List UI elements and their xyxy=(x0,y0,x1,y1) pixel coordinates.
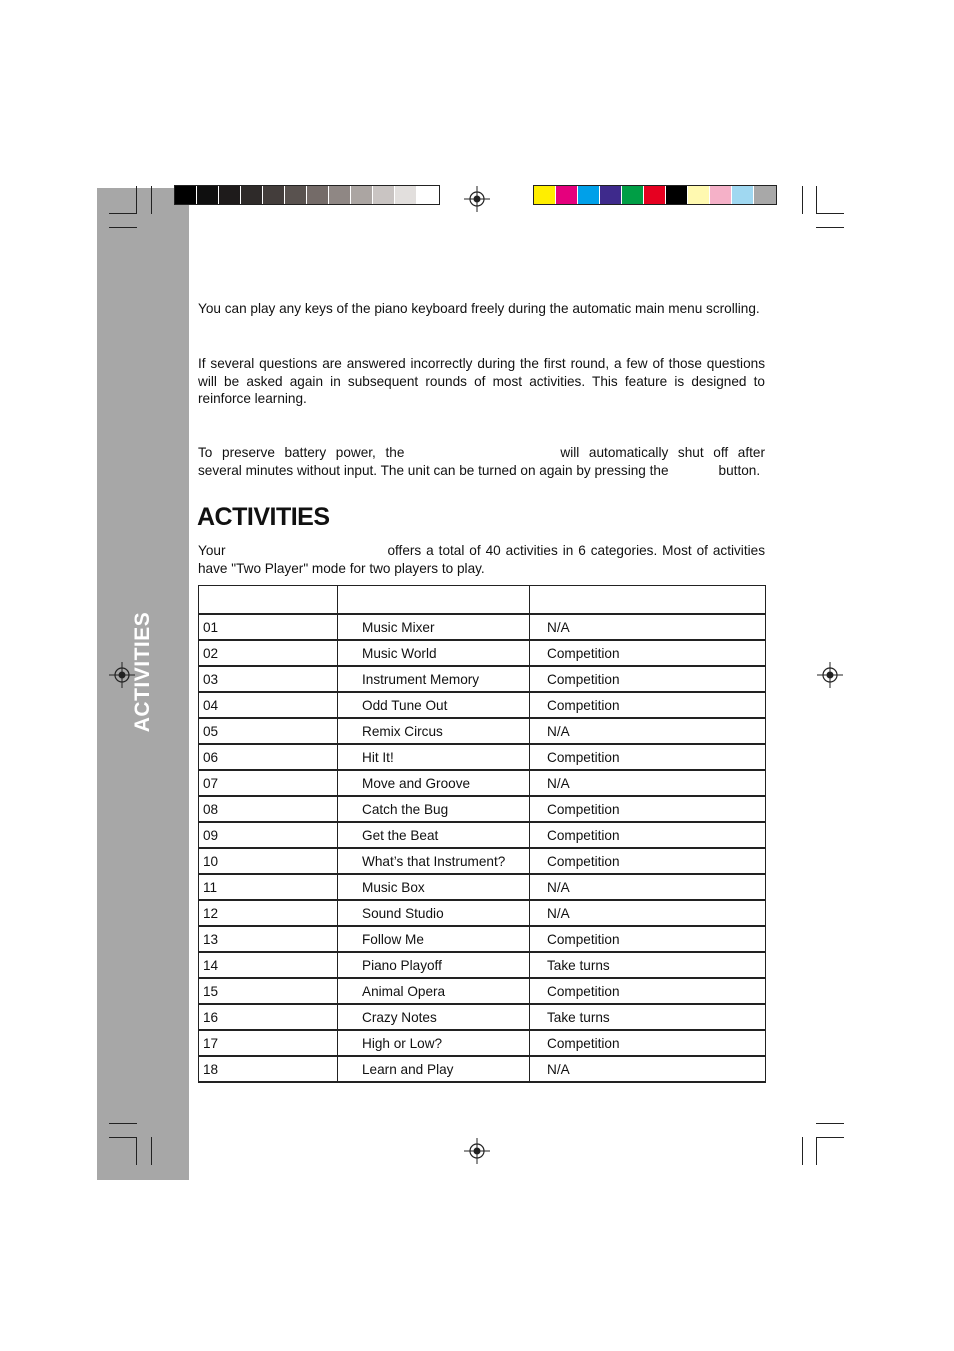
table-row xyxy=(199,1056,766,1082)
color-swatch xyxy=(175,186,197,204)
registration-mark-right xyxy=(817,662,843,688)
activity-mode: N/A xyxy=(530,900,766,926)
registration-mark-left xyxy=(109,662,135,688)
activity-mode: Competition xyxy=(530,926,766,952)
color-swatch xyxy=(688,186,710,204)
table-row xyxy=(199,744,766,770)
activity-mode: N/A xyxy=(530,718,766,744)
table-row xyxy=(199,900,766,926)
table-row xyxy=(199,978,766,1004)
activity-mode: Competition xyxy=(530,796,766,822)
activities-intro: Your offers a total of 40 activities in 6 categories. Most of activities have "Two Player" mode for two players to play. xyxy=(198,543,765,576)
color-swatch xyxy=(666,186,688,204)
table-row xyxy=(199,796,766,822)
activity-mode: Competition xyxy=(530,744,766,770)
activity-mode: Take turns xyxy=(530,1004,766,1030)
activity-name: Get the Beat xyxy=(338,822,530,848)
auto-shutoff-note: To preserve battery power, the will automatically shut off after several minutes without input. The unit can be turned on again by pressing the button. xyxy=(198,445,765,478)
color-bar xyxy=(533,185,777,205)
activity-name: Instrument Memory xyxy=(338,666,530,692)
table-row xyxy=(199,770,766,796)
activity-number: 04 xyxy=(199,692,338,718)
activity-number: 12 xyxy=(199,900,338,926)
activity-mode: N/A xyxy=(530,874,766,900)
color-swatch xyxy=(754,186,776,204)
activity-mode: N/A xyxy=(530,1056,766,1082)
activities-heading: ACTIVITIES xyxy=(197,503,330,531)
grayscale-bar xyxy=(174,185,440,205)
activity-name: Sound Studio xyxy=(338,900,530,926)
color-swatch xyxy=(329,186,351,204)
activity-number: 13 xyxy=(199,926,338,952)
activity-mode: N/A xyxy=(530,614,766,640)
color-swatch xyxy=(534,186,556,204)
activity-number: 07 xyxy=(199,770,338,796)
activities-table xyxy=(198,585,766,1083)
keyboard-note: You can play any keys of the piano keyboard freely during the automatic main menu scrolling. xyxy=(198,301,760,316)
activity-name: High or Low? xyxy=(338,1030,530,1056)
header-cell-activity xyxy=(338,586,530,615)
color-swatch xyxy=(600,186,622,204)
color-swatch xyxy=(622,186,644,204)
activity-number: 08 xyxy=(199,796,338,822)
table-row xyxy=(199,614,766,640)
activity-name: Odd Tune Out xyxy=(338,692,530,718)
activity-mode: Take turns xyxy=(530,952,766,978)
color-swatch xyxy=(219,186,241,204)
activity-name: Follow Me xyxy=(338,926,530,952)
activity-number: 15 xyxy=(199,978,338,1004)
color-swatch xyxy=(373,186,395,204)
activity-mode: Competition xyxy=(530,640,766,666)
color-swatch xyxy=(197,186,219,204)
activity-mode: Competition xyxy=(530,666,766,692)
activity-mode: N/A xyxy=(530,770,766,796)
activity-number: 03 xyxy=(199,666,338,692)
activity-name: Remix Circus xyxy=(338,718,530,744)
table-row xyxy=(199,848,766,874)
color-swatch xyxy=(395,186,417,204)
activity-name: Crazy Notes xyxy=(338,1004,530,1030)
color-swatch xyxy=(556,186,578,204)
activity-name: Music Mixer xyxy=(338,614,530,640)
color-swatch xyxy=(732,186,754,204)
activity-name: What’s that Instrument? xyxy=(338,848,530,874)
activity-name: Music Box xyxy=(338,874,530,900)
color-swatch xyxy=(578,186,600,204)
header-cell-mode xyxy=(530,586,766,615)
color-swatch xyxy=(241,186,263,204)
repeat-questions-note: If several questions are answered incorrectly during the first round, a few of those questions will be asked again in subsequent rounds of most activities. This feature is designed to reinforce learning. xyxy=(198,356,765,406)
activity-name: Music World xyxy=(338,640,530,666)
table-row xyxy=(199,952,766,978)
activity-name: Move and Groove xyxy=(338,770,530,796)
activity-number: 06 xyxy=(199,744,338,770)
table-row xyxy=(199,640,766,666)
table-row xyxy=(199,718,766,744)
table-row xyxy=(199,822,766,848)
activity-mode: Competition xyxy=(530,848,766,874)
activity-number: 01 xyxy=(199,614,338,640)
table-row xyxy=(199,926,766,952)
activity-name: Animal Opera xyxy=(338,978,530,1004)
table-row xyxy=(199,874,766,900)
color-swatch xyxy=(263,186,285,204)
activity-number: 10 xyxy=(199,848,338,874)
table-row xyxy=(199,692,766,718)
activity-name: Catch the Bug xyxy=(338,796,530,822)
activity-mode: Competition xyxy=(530,822,766,848)
activity-number: 11 xyxy=(199,874,338,900)
color-swatch xyxy=(307,186,329,204)
activity-number: 16 xyxy=(199,1004,338,1030)
color-swatch xyxy=(644,186,666,204)
activity-name: Piano Playoff xyxy=(338,952,530,978)
color-swatch xyxy=(285,186,307,204)
activity-mode: Competition xyxy=(530,692,766,718)
table-row xyxy=(199,1030,766,1056)
registration-mark-top xyxy=(464,186,490,212)
registration-mark-bottom xyxy=(464,1138,490,1164)
activity-name: Learn and Play xyxy=(338,1056,530,1082)
activity-number: 02 xyxy=(199,640,338,666)
activity-name: Hit It! xyxy=(338,744,530,770)
activity-number: 17 xyxy=(199,1030,338,1056)
side-tab-label: ACTIVITIES xyxy=(131,611,154,733)
header-cell-number xyxy=(199,586,338,615)
color-swatch xyxy=(710,186,732,204)
table-header-row xyxy=(199,586,766,615)
color-swatch xyxy=(351,186,373,204)
table-row xyxy=(199,666,766,692)
activity-mode: Competition xyxy=(530,1030,766,1056)
activity-mode: Competition xyxy=(530,978,766,1004)
activity-number: 14 xyxy=(199,952,338,978)
activity-number: 05 xyxy=(199,718,338,744)
table-row xyxy=(199,1004,766,1030)
activity-number: 18 xyxy=(199,1056,338,1082)
activity-number: 09 xyxy=(199,822,338,848)
color-swatch xyxy=(417,186,439,204)
